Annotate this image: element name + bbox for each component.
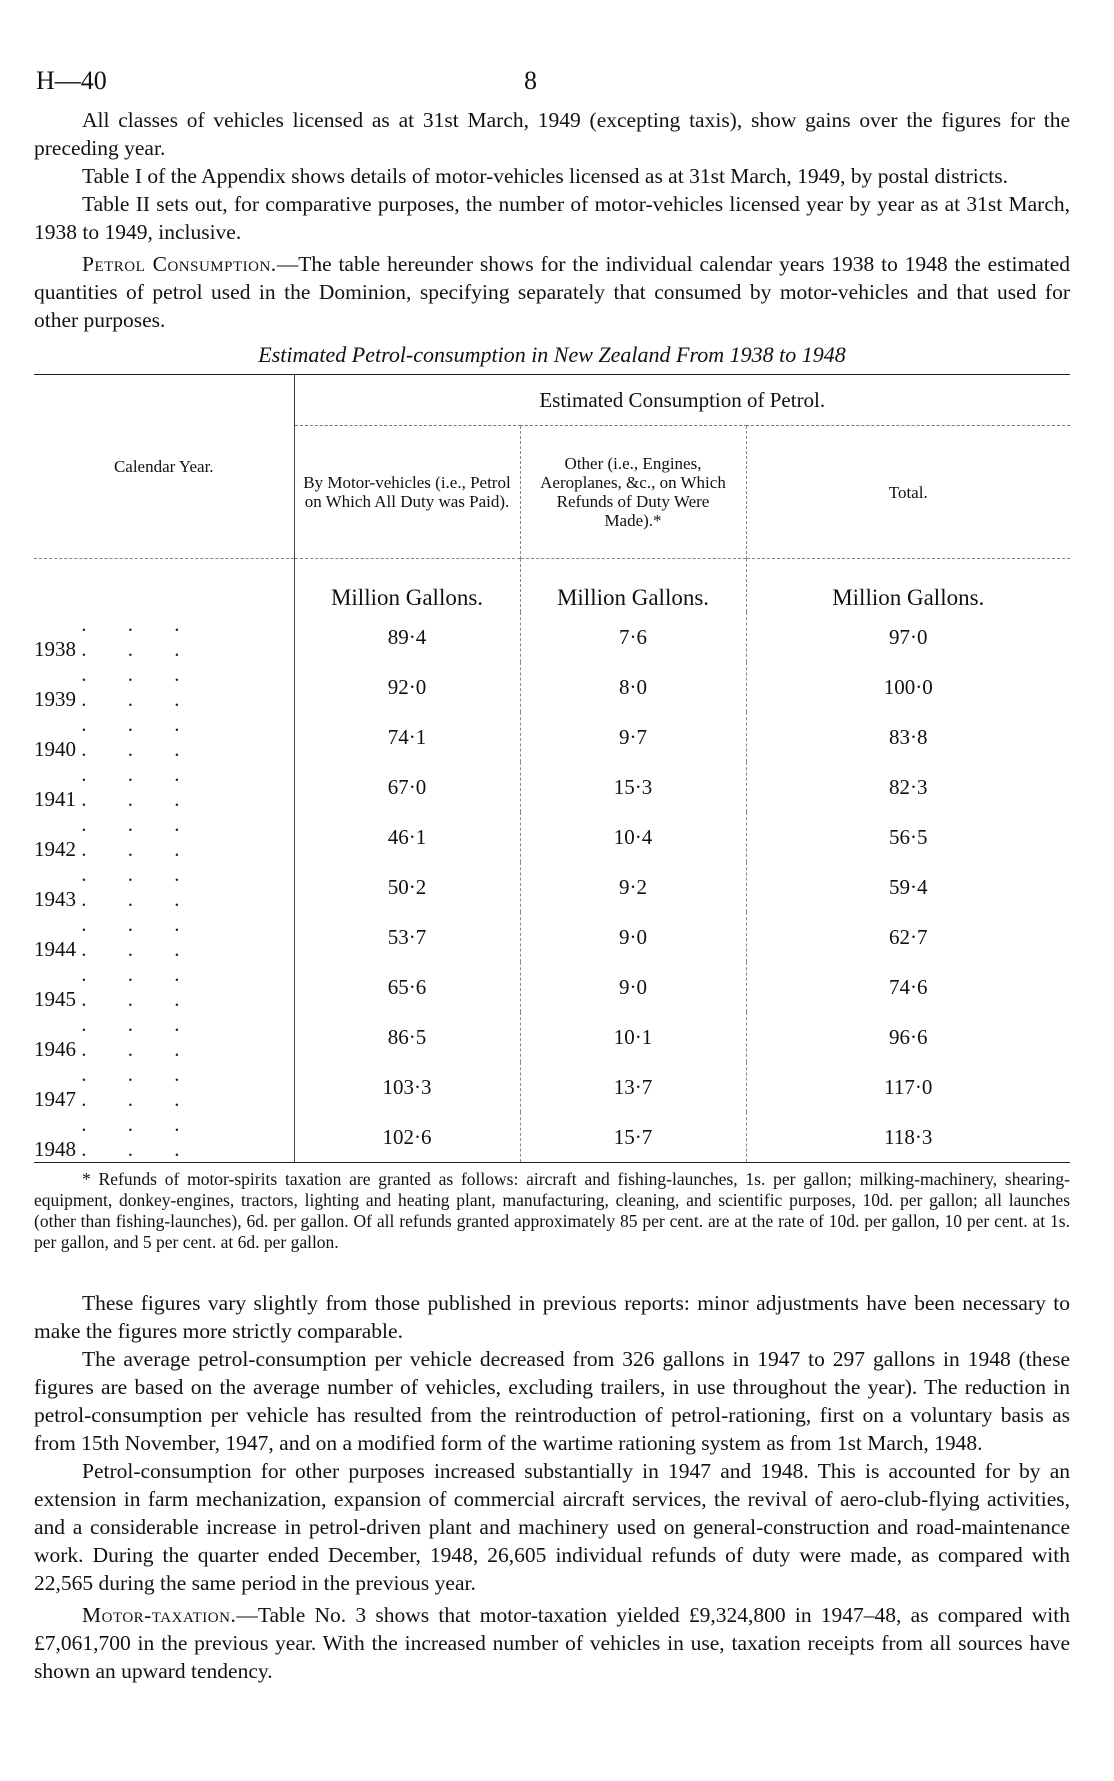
- document-reference: H—40: [36, 66, 107, 95]
- table-row: [34, 1112, 1070, 1162]
- year-cell: 1946: [34, 1037, 76, 1061]
- table-row: [34, 862, 1070, 912]
- leader-dots: . . . . . .: [81, 912, 198, 961]
- page-header: [34, 66, 1070, 106]
- year-cell: 1939: [34, 687, 76, 711]
- leader-dots: . . . . . .: [81, 662, 198, 711]
- leader-dots: . . . . . .: [81, 712, 198, 761]
- after-paragraph-2: The average petrol-consumption per vehicle decreased from 326 gallons in 1947 to 297 gallons in 1948 (these figures are based on the average number of vehicles, excluding trailers, in use throughout the year). The reduction in petrol-consumption per vehicle has resulted from the reintroduction of petrol-rationing, first on a voluntary basis as from 15th November, 1947, and on a modified form of the wartime rationing system as from 1st March, 1948.: [34, 1347, 1070, 1455]
- motor-cell: 89·4: [294, 612, 520, 662]
- year-cell: 1945: [34, 987, 76, 1011]
- motor-cell: 65·6: [294, 962, 520, 1012]
- table-row: [34, 962, 1070, 1012]
- page-number: 8: [524, 66, 537, 95]
- motor-taxation-heading: Motor-taxation.: [82, 1603, 237, 1627]
- other-cell: 9·0: [520, 962, 746, 1012]
- other-cell: 7·6: [520, 612, 746, 662]
- leader-dots: . . . . . .: [81, 612, 198, 661]
- year-cell: 1948: [34, 1137, 76, 1161]
- unit-other: Million Gallons.: [520, 559, 746, 612]
- motor-cell: 46·1: [294, 812, 520, 862]
- document-page: [34, 66, 1070, 1685]
- table-footnote: * Refunds of motor-spirits taxation are granted as follows: aircraft and fishing-launches, 1s. per gallon; milking-machinery, shearing-equipment, donkey-engines, tractors, lighting and heating plant, manufacturing, cleaning, and scientific purposes, 10d. per gallon; all launches (other than fishing-launches), 6d. per gallon. Of all refunds granted approximately 85 per cent. are at the rate of 10d. per gallon, 10 per cent. at 1s. per gallon, and 5 per cent. at 6d. per gallon.: [34, 1169, 1070, 1252]
- table-row: [34, 1012, 1070, 1062]
- year-cell: 1940: [34, 737, 76, 761]
- other-cell: 15·7: [520, 1112, 746, 1162]
- table-row: [34, 1062, 1070, 1112]
- table-row: [34, 712, 1070, 762]
- intro-paragraph-1: All classes of vehicles licensed as at 31st March, 1949 (excepting taxis), show gains over the figures for the preceding year.: [34, 108, 1070, 160]
- intro-paragraph-3: Table II sets out, for comparative purposes, the number of motor-vehicles licensed year by year as at 31st March, 1938 to 1949, inclusive.: [34, 192, 1070, 244]
- other-cell: 10·1: [520, 1012, 746, 1062]
- total-cell: 96·6: [746, 1012, 1070, 1062]
- petrol-consumption-text: —The table hereunder shows for the individual calendar years 1938 to 1948 the estimated quantities of petrol used in the Dominion, specifying separately that consumed by motor-vehicles and that used for other purposes.: [34, 252, 1071, 332]
- motor-cell: 53·7: [294, 912, 520, 962]
- petrol-consumption-heading: Petrol Consumption.: [82, 252, 277, 276]
- year-cell: 1941: [34, 787, 76, 811]
- table-title: Estimated Petrol-consumption in New Zealand From 1938 to 1948: [258, 342, 846, 367]
- table-row: [34, 662, 1070, 712]
- leader-dots: . . . . . .: [81, 1062, 198, 1111]
- motor-cell: 102·6: [294, 1112, 520, 1162]
- total-cell: 74·6: [746, 962, 1070, 1012]
- table-row: [34, 812, 1070, 862]
- motor-cell: 86·5: [294, 1012, 520, 1062]
- leader-dots: . . . . . .: [81, 812, 198, 861]
- total-cell: 59·4: [746, 862, 1070, 912]
- unit-motor: Million Gallons.: [294, 559, 520, 612]
- unit-total: Million Gallons.: [746, 559, 1070, 612]
- other-cell: 9·0: [520, 912, 746, 962]
- year-cell: 1947: [34, 1087, 76, 1111]
- leader-dots: . . . . . .: [81, 1012, 198, 1061]
- total-cell: 117·0: [746, 1062, 1070, 1112]
- motor-cell: 92·0: [294, 662, 520, 712]
- other-cell: 9·7: [520, 712, 746, 762]
- intro-paragraph-2: Table I of the Appendix shows details of motor-vehicles licensed as at 31st March, 1949, by postal districts.: [82, 164, 1008, 188]
- total-cell: 62·7: [746, 912, 1070, 962]
- col-header-year: Calendar Year.: [113, 456, 214, 476]
- year-cell: 1942: [34, 837, 76, 861]
- after-paragraph-3: Petrol-consumption for other purposes increased substantially in 1947 and 1948. This is accounted for by an extension in farm mechanization, expansion of commercial aircraft services, the revival of aero-club-flying activities, and a considerable increase in petrol-driven plant and machinery used on general-construction and road-maintenance work. During the quarter ended December, 1948, 26,605 individual refunds of duty were made, as compared with 22,565 during the same period in the previous year.: [34, 1459, 1070, 1595]
- total-cell: 82·3: [746, 762, 1070, 812]
- other-cell: 15·3: [520, 762, 746, 812]
- total-cell: 100·0: [746, 662, 1070, 712]
- motor-cell: 74·1: [294, 712, 520, 762]
- other-cell: 9·2: [520, 862, 746, 912]
- after-paragraph-1: These figures vary slightly from those published in previous reports: minor adjustments have been necessary to make the figures more strictly comparable.: [34, 1291, 1070, 1343]
- motor-taxation-text: —Table No. 3 shows that motor-taxation yielded £9,324,800 in 1947–48, as compared with £7,061,700 in the previous year. With the increased number of vehicles in use, taxation receipts from all sources have shown an upward tendency.: [34, 1603, 1070, 1683]
- total-cell: 97·0: [746, 612, 1070, 662]
- group-header-estimated-consumption: Estimated Consumption of Petrol.: [294, 375, 1070, 426]
- col-header-other: Other (i.e., Engines, Aeroplanes, &c., on Which Refunds of Duty Were Made).*: [520, 426, 746, 559]
- year-cell: 1944: [34, 937, 76, 961]
- leader-dots: . . . . . .: [81, 1112, 198, 1161]
- other-cell: 8·0: [520, 662, 746, 712]
- table-row: [34, 912, 1070, 962]
- motor-taxation-paragraph: [34, 1601, 1070, 1685]
- total-cell: 56·5: [746, 812, 1070, 862]
- motor-cell: 67·0: [294, 762, 520, 812]
- motor-cell: 103·3: [294, 1062, 520, 1112]
- leader-dots: . . . . . .: [81, 762, 198, 811]
- col-header-motor-vehicles: By Motor-vehicles (i.e., Petrol on Which All Duty was Paid).: [294, 426, 520, 559]
- petrol-consumption-paragraph: [34, 250, 1070, 334]
- other-cell: 13·7: [520, 1062, 746, 1112]
- table-row: [34, 612, 1070, 662]
- year-cell: 1943: [34, 887, 76, 911]
- total-cell: 83·8: [746, 712, 1070, 762]
- table-row: [34, 762, 1070, 812]
- leader-dots: . . . . . .: [81, 862, 198, 911]
- year-cell: 1938: [34, 637, 76, 661]
- other-cell: 10·4: [520, 812, 746, 862]
- motor-cell: 50·2: [294, 862, 520, 912]
- total-cell: 118·3: [746, 1112, 1070, 1162]
- petrol-consumption-table: [34, 375, 1070, 1162]
- col-header-total: Total.: [746, 426, 1070, 559]
- leader-dots: . . . . . .: [81, 962, 198, 1011]
